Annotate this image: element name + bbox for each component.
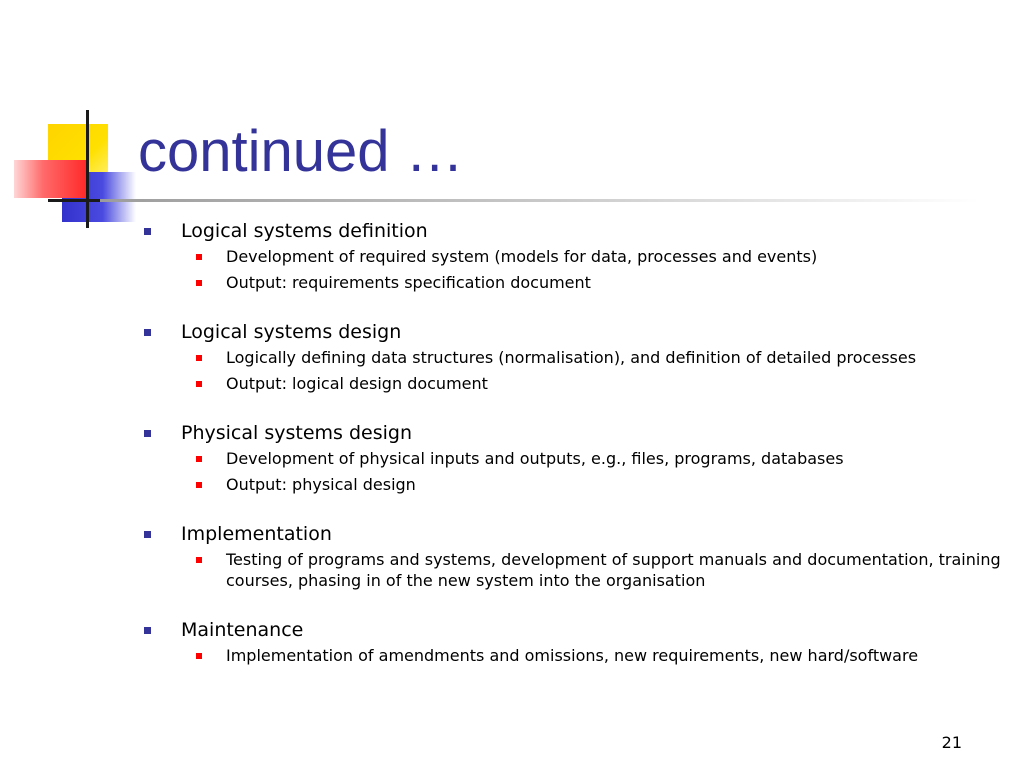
level1-item-text: Implementation [181,523,332,545]
square-bullet-icon [196,355,202,361]
level2-item-text: Development of required system (models for data, processes and events) [226,247,818,266]
level2-item [140,448,1010,469]
title-underline [100,199,980,202]
level1-item [140,418,1010,448]
level1-item-text: Physical systems design [181,422,412,444]
level2-item-text: Output: requirements specification document [226,273,591,292]
level2-item [140,347,1010,368]
level1-item [140,615,1010,645]
level1-item-text: Maintenance [181,619,304,641]
level2-item-text: Testing of programs and systems, development of support manuals and documentation, training courses, phasing in of the new system into the organisation [226,550,1001,590]
level2-item [140,645,1010,666]
level1-item [140,216,1010,246]
level1-item-text: Logical systems definition [181,220,428,242]
section-physical-systems-design [140,418,1010,495]
level1-item [140,317,1010,347]
level2-item-text: Output: physical design [226,475,416,494]
level2-item [140,373,1010,394]
square-bullet-icon [196,557,202,563]
level2-item [140,474,1010,495]
square-bullet-icon [144,329,151,336]
square-bullet-icon [196,456,202,462]
section-maintenance [140,615,1010,666]
square-bullet-icon [196,381,202,387]
page-number: 21 [941,733,962,752]
level2-item-text: Development of physical inputs and outputs, e.g., files, programs, databases [226,449,844,468]
section-logical-systems-design [140,317,1010,394]
level1-item-text: Logical systems design [181,321,402,343]
square-bullet-icon [144,430,151,437]
level1-item [140,519,1010,549]
level2-item [140,272,1010,293]
level2-item [140,549,1010,591]
bullet-list [140,216,1010,690]
logo-red-bar [14,160,86,198]
logo-vertical-line [86,110,89,228]
level2-item [140,246,1010,267]
square-bullet-icon [196,280,202,286]
section-logical-systems-definition [140,216,1010,293]
square-bullet-icon [144,531,151,538]
square-bullet-icon [196,482,202,488]
level2-item-text: Logically defining data structures (normalisation), and definition of detailed processes [226,348,917,367]
section-implementation [140,519,1010,591]
square-bullet-icon [144,228,151,235]
level2-item-text: Implementation of amendments and omissions, new requirements, new hard/software [226,646,919,665]
square-bullet-icon [196,653,202,659]
square-bullet-icon [196,254,202,260]
slide-title: continued … [138,119,464,184]
square-bullet-icon [144,627,151,634]
level2-item-text: Output: logical design document [226,374,488,393]
